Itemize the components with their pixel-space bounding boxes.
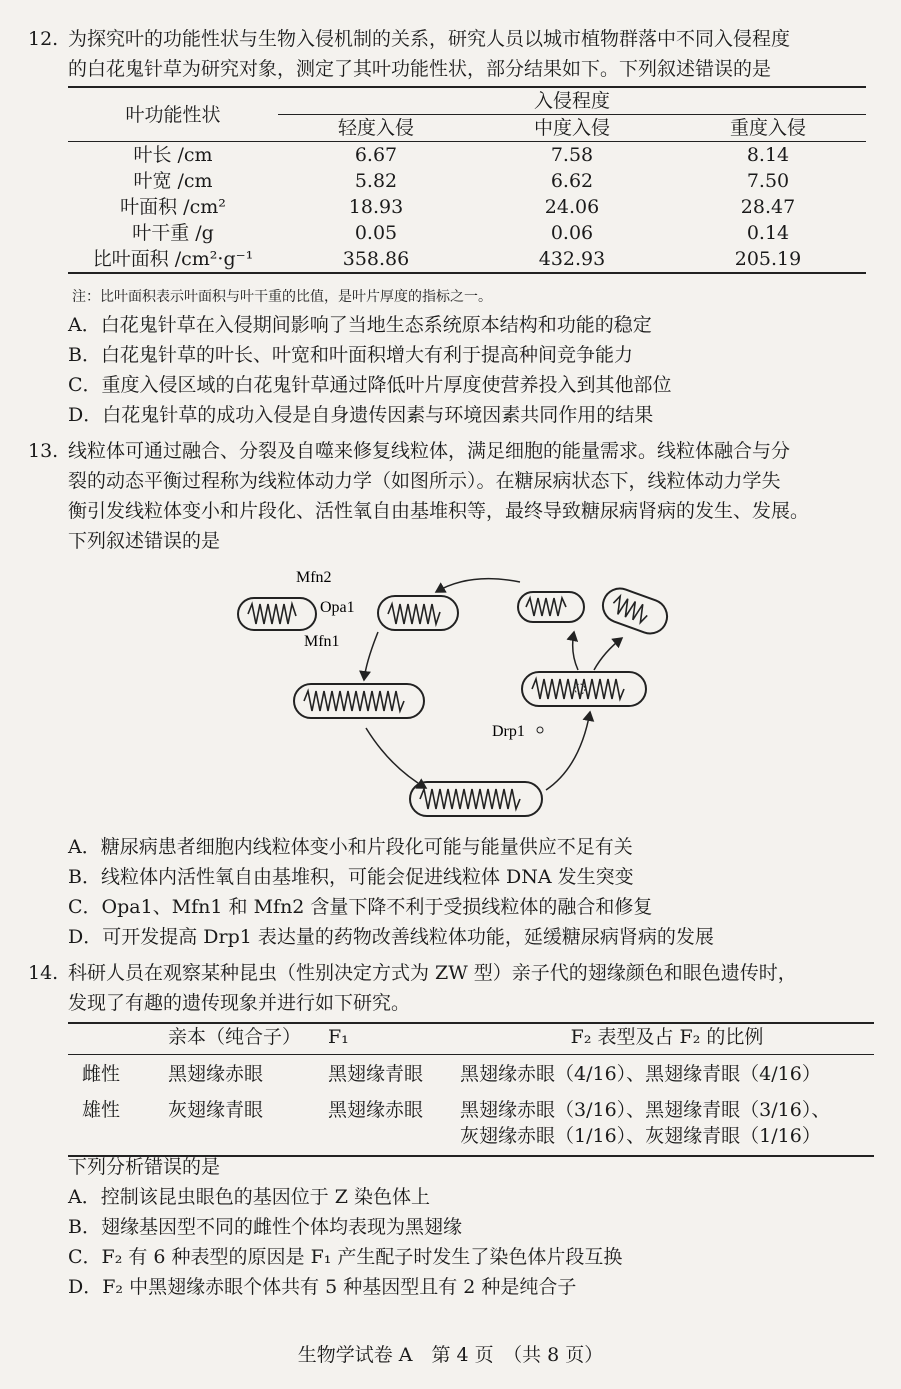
opa1-label: Opa1 [320, 599, 355, 616]
q13-line3: 衡引发线粒体变小和片段化、活性氧自由基堆积等，最终导致糖尿病肾病的发生、发展。 [68, 500, 810, 522]
q12-option-c: C．重度入侵区域的白花鬼针草通过降低叶片厚度使营养投入到其他部位 [68, 374, 672, 396]
q12-option-d: D．白花鬼针草的成功入侵是自身遗传因素与环境因素共同作用的结果 [68, 404, 654, 426]
q12-option-a: A．白花鬼针草在入侵期间影响了当地生态系统原本结构和功能的稳定 [68, 314, 652, 336]
arrow-cycle-top [436, 579, 520, 592]
arrow-split-right [594, 638, 622, 670]
q14-option-a: A．控制该昆虫眼色的基因位于 Z 染色体上 [68, 1186, 431, 1208]
drp1-marker [537, 727, 543, 733]
table-row: 叶长 /cm 6.67 7.58 8.14 [133, 144, 790, 166]
q13-number: 13. [28, 440, 59, 462]
q12-group-header: 入侵程度 [278, 87, 866, 115]
mitochondrion-bottom [410, 782, 542, 816]
q12-note: 注：比叶面积表示叶面积与叶干重的比值，是叶片厚度的指标之一。 [72, 289, 492, 305]
q12-line1: 12. 为探究叶的功能性状与生物入侵机制的关系，研究人员以城市植物群落中不同入侵程度 [28, 28, 791, 50]
q13-line2: 裂的动态平衡过程称为线粒体动力学（如图所示）。在糖尿病状态下，线粒体动力学失 [68, 470, 781, 492]
q14-prompt: 下列分析错误的是 [68, 1156, 221, 1178]
q13-line4: 下列叙述错误的是 [68, 530, 221, 552]
q12-col-header: 重度入侵 [670, 115, 866, 142]
q14-option-d: D．F₂ 中黑翅缘赤眼个体共有 5 种基因型且有 2 种是纯合子 [68, 1276, 577, 1298]
q12-line2: 的白花鬼针草为研究对象，测定了其叶功能性状，部分结果如下。下列叙述错误的是 [68, 58, 772, 80]
q14-header-parent: 亲本（纯合子） [168, 1023, 328, 1055]
table-row: 雌性 黑翅缘赤眼 黑翅缘青眼 黑翅缘赤眼（4/16）、黑翅缘青眼（4/16） [82, 1063, 821, 1085]
q14-header-f2: F₂ 表型及占 F₂ 的比例 [460, 1023, 874, 1055]
table-row: 比叶面积 /cm²·g⁻¹ 358.86 432.93 205.19 [68, 246, 866, 273]
q14-header-empty [68, 1023, 168, 1055]
q14-option-b: B．翅缘基因型不同的雌性个体均表现为黑翅缘 [68, 1216, 462, 1238]
q13-line1: 13. 线粒体可通过融合、分裂及自噬来修复线粒体，满足细胞的能量需求。线粒体融合与分 [28, 440, 791, 462]
mitochondrion-left [238, 598, 316, 630]
drp1-label: Drp1 [492, 723, 525, 740]
q13-option-a: A．糖尿病患者细胞内线粒体变小和片段化可能与能量供应不足有关 [68, 836, 633, 858]
q13-option-b: B．线粒体内活性氧自由基堆积，可能会促进线粒体 DNA 发生突变 [68, 866, 634, 888]
mfn2-label: Mfn2 [296, 569, 332, 586]
q14-table [68, 1022, 874, 1157]
q14-number: 14. [28, 962, 59, 984]
mitochondrion-fusing [294, 684, 424, 718]
table-row: 叶宽 /cm 5.82 6.62 7.50 [133, 170, 790, 192]
mitochondrion-right [378, 596, 458, 630]
q12-row-header: 叶功能性状 [68, 87, 278, 142]
arrow-split-left [573, 632, 578, 670]
table-row: 叶面积 /cm² 18.93 24.06 28.47 [120, 196, 796, 218]
q14-header-f1: F₁ [328, 1023, 460, 1055]
q12-col-header: 中度入侵 [474, 115, 670, 142]
page-footer: 生物学试卷 A 第 4 页 （共 8 页） [297, 1344, 604, 1366]
q13-option-c: C．Opa1、Mfn1 和 Mfn2 含量下降不利于受损线粒体的融合和修复 [68, 896, 653, 918]
q12-option-b: B．白花鬼针草的叶长、叶宽和叶面积增大有利于提高种间竞争能力 [68, 344, 633, 366]
q14-line1: 14. 科研人员在观察某种昆虫（性别决定方式为 ZW 型）亲子代的翅缘颜色和眼色遗传时， [28, 962, 797, 984]
arrow-to-fission [546, 712, 590, 790]
mfn1-label: Mfn1 [304, 633, 340, 650]
q12-number: 12. [28, 28, 59, 50]
q14-option-c: C．F₂ 有 6 种表型的原因是 F₁ 产生配子时发生了染色体片段互换 [68, 1246, 623, 1268]
q12-col-header: 轻度入侵 [278, 115, 474, 142]
arrow-to-bottom [366, 728, 426, 788]
table-row: 雄性 灰翅缘青眼 黑翅缘赤眼 黑翅缘赤眼（3/16）、黑翅缘青眼（3/16）、 灰翅缘赤眼（1/16）、灰翅缘青眼（1/16） [68, 1091, 874, 1156]
mitochondrion-fissioning [522, 672, 646, 706]
mitochondrion-top-right-b [598, 584, 670, 639]
arrow-fusion [364, 632, 378, 680]
mitochondrion-top-right-a [518, 592, 584, 622]
q12-table [68, 86, 866, 274]
mitochondria-dynamics-diagram [230, 562, 670, 830]
q14-line2: 发现了有趣的遗传现象并进行如下研究。 [68, 992, 411, 1014]
table-row: 叶干重 /g 0.05 0.06 0.14 [132, 222, 790, 244]
q13-option-d: D．可开发提高 Drp1 表达量的药物改善线粒体功能，延缓糖尿病肾病的发展 [68, 926, 714, 948]
